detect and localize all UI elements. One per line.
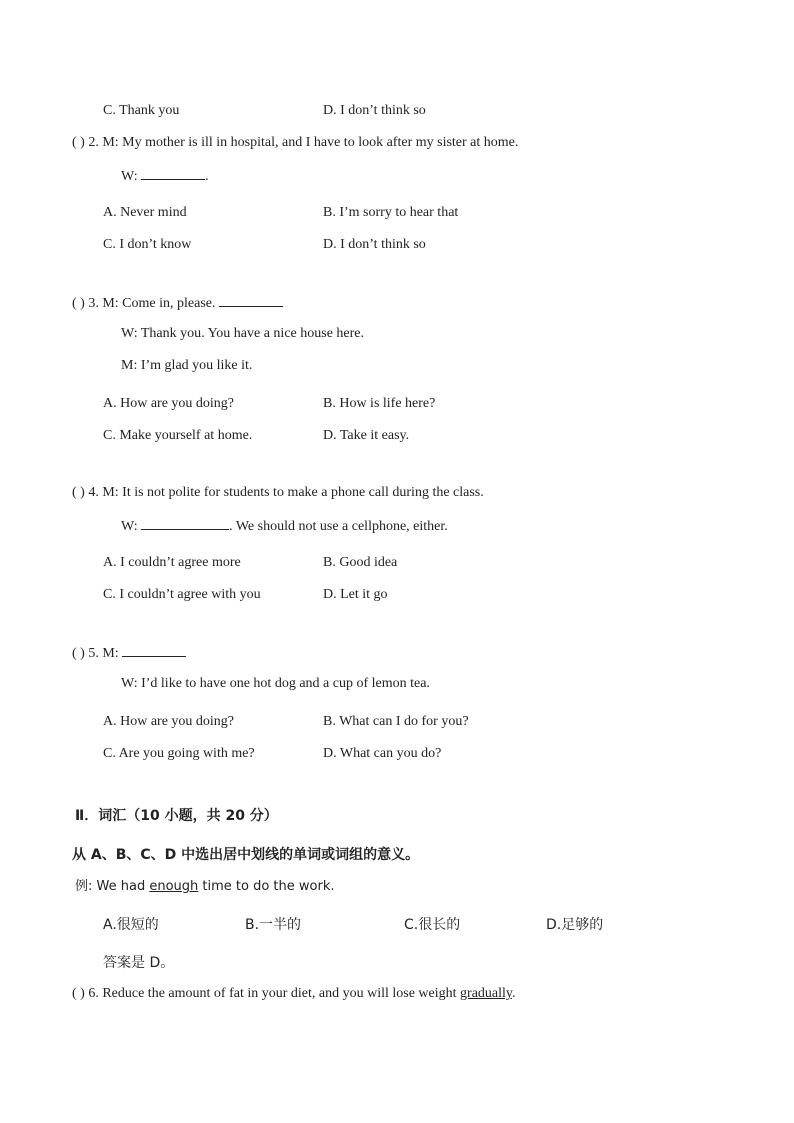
example-suffix: time to do the work. bbox=[202, 879, 335, 894]
q5-prefix: ( ) 5. M: bbox=[72, 646, 119, 661]
q2-option-a: A. Never mind bbox=[103, 205, 187, 220]
q2-option-c: C. I don’t know bbox=[103, 237, 192, 252]
q3-answer-blank[interactable] bbox=[219, 293, 283, 307]
q4-w-label: W: bbox=[121, 519, 138, 534]
q3-prefix: ( ) 3. M: bbox=[72, 296, 119, 311]
q2-w-after: . bbox=[205, 169, 209, 184]
q6-prefix: ( ) 6. bbox=[72, 986, 99, 1001]
q3-stem bbox=[72, 293, 283, 313]
q4-w-after: . We should not use a cellphone, either. bbox=[229, 519, 448, 534]
q4-option-d: D. Let it go bbox=[323, 587, 388, 602]
q6-suffix: . bbox=[512, 986, 516, 1001]
q3-option-c: C. Make yourself at home. bbox=[103, 428, 253, 443]
q2-option-b: B. I’m sorry to hear that bbox=[323, 205, 459, 220]
q5-answer-blank[interactable] bbox=[122, 643, 186, 657]
q5-stem bbox=[72, 643, 186, 663]
q4-prefix: ( ) 4. M: bbox=[72, 485, 119, 500]
section-instruction: 从 A、B、C、D 中选出居中划线的单词或词组的意义。 bbox=[72, 847, 420, 863]
example-option-a: A.很短的 bbox=[103, 917, 159, 933]
q4-answer-blank[interactable] bbox=[141, 516, 229, 530]
q2-option-d: D. I don’t think so bbox=[323, 237, 426, 252]
q4-m-text: It is not polite for students to make a phone call during the class. bbox=[122, 485, 484, 500]
q4-stem bbox=[72, 484, 484, 502]
q1-option-d: D. I don’t think so bbox=[323, 103, 426, 118]
example-answer: 答案是 D。 bbox=[103, 955, 175, 971]
q5-option-a: A. How are you doing? bbox=[103, 714, 235, 729]
q3-m-text: Come in, please. bbox=[122, 296, 216, 311]
q2-answer-blank[interactable] bbox=[141, 166, 205, 180]
q5-option-d: D. What can you do? bbox=[323, 746, 442, 761]
q6-text: Reduce the amount of fat in your diet, and you will lose weight bbox=[102, 986, 457, 1001]
q2-m-text: My mother is ill in hospital, and I have to look after my sister at home. bbox=[122, 135, 519, 150]
q2-prefix: ( ) 2. M: bbox=[72, 135, 119, 150]
example-option-d: D.足够的 bbox=[546, 917, 604, 933]
q2-w-line bbox=[121, 166, 209, 186]
q3-w-line: W: Thank you. You have a nice house here. bbox=[121, 326, 364, 341]
q3-option-a: A. How are you doing? bbox=[103, 396, 235, 411]
q4-w-line bbox=[121, 516, 448, 536]
q3-option-d: D. Take it easy. bbox=[323, 428, 410, 443]
q4-option-c: C. I couldn’t agree with you bbox=[103, 587, 261, 602]
example-prefix: 例: We had bbox=[75, 879, 146, 894]
q5-option-c: C. Are you going with me? bbox=[103, 746, 255, 761]
q4-option-a: A. I couldn’t agree more bbox=[103, 555, 241, 570]
q5-w-line: W: I’d like to have one hot dog and a cup of lemon tea. bbox=[121, 676, 430, 691]
q3-m2-line: M: I’m glad you like it. bbox=[121, 358, 253, 373]
example-option-b: B.一半的 bbox=[245, 917, 302, 933]
q2-stem bbox=[72, 134, 518, 152]
q1-option-c: C. Thank you bbox=[103, 103, 180, 118]
q2-w-label: W: bbox=[121, 169, 138, 184]
example-word: enough bbox=[149, 879, 199, 894]
example-line bbox=[75, 878, 335, 896]
example-option-c: C.很长的 bbox=[404, 917, 461, 933]
q5-option-b: B. What can I do for you? bbox=[323, 714, 469, 729]
q6-stem bbox=[72, 985, 516, 1003]
q3-option-b: B. How is life here? bbox=[323, 396, 436, 411]
q6-word: gradually bbox=[460, 986, 512, 1001]
section-title: Ⅱ．词汇（10 小题，共 20 分） bbox=[75, 808, 278, 824]
q4-option-b: B. Good idea bbox=[323, 555, 398, 570]
